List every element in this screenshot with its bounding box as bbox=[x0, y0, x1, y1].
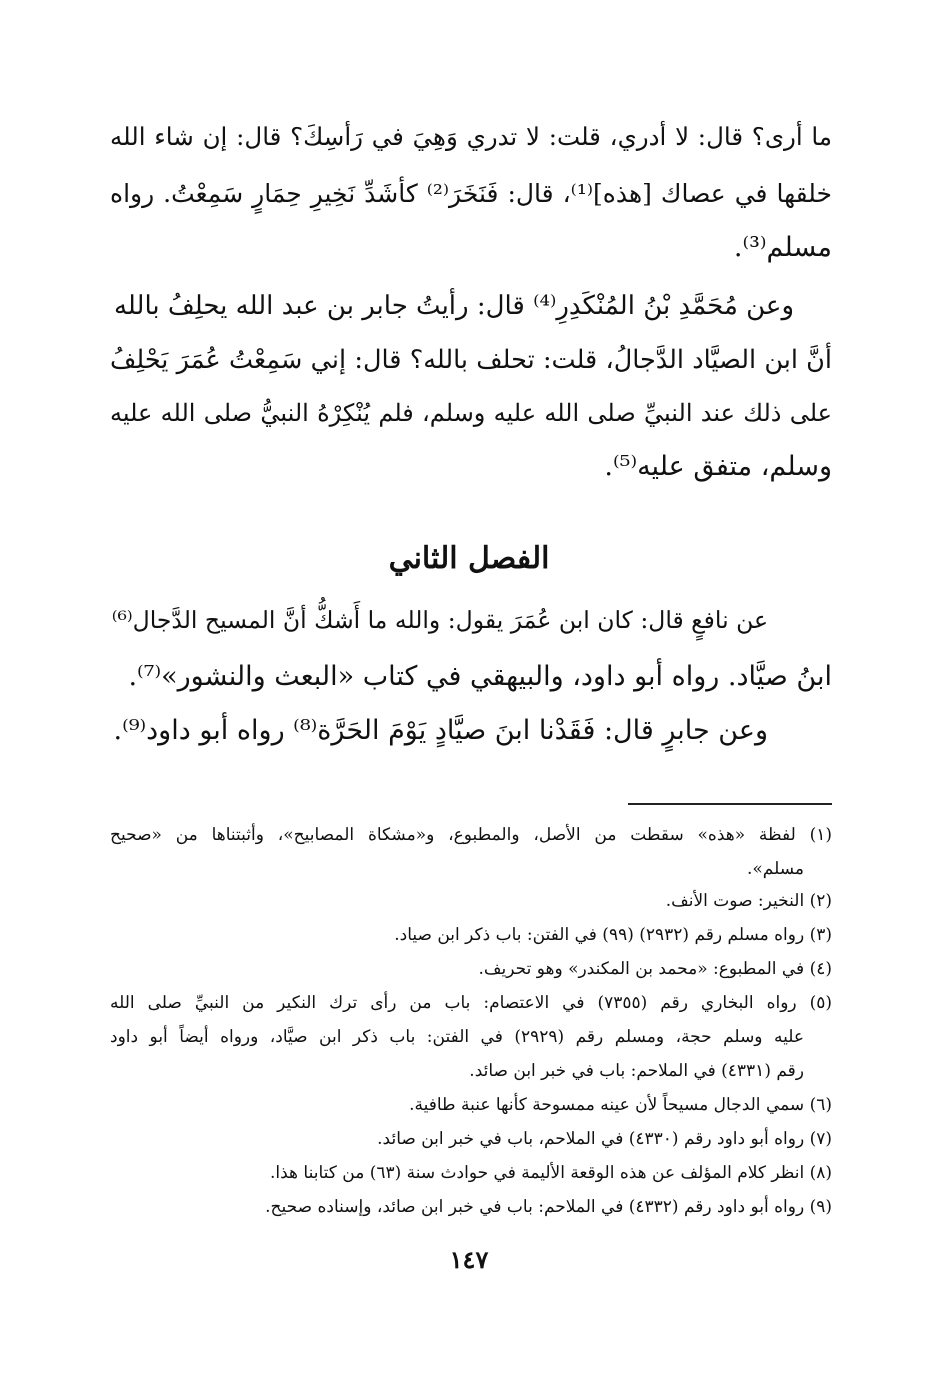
footnote-4: (٤) في المطبوع: «محمد بن المكندر» وهو تحريف. bbox=[478, 959, 832, 979]
footnote-6: (٦) سمي الدجال مسيحاً لأن عينه ممسوحة كأنها عنبة طافية. bbox=[409, 1095, 832, 1115]
footnote-9: (٩) رواه أبو داود رقم (٤٣٣٢) في الملاحم: باب في خبر ابن صائد، وإسناده صحيح. bbox=[265, 1197, 832, 1217]
footnote-5-cont: رقم (٤٣٣١) في الملاحم: باب في خبر ابن صائد. bbox=[469, 1061, 804, 1081]
text-line: وعن جابرٍ قال: فَقَدْنا ابنَ صيَّادٍ يَوْمَ الحَرَّة⁽⁸⁾ رواه أبو داود⁽⁹⁾. bbox=[113, 715, 768, 746]
footnote-5: (٥) رواه البخاري رقم (٧٣٥٥) في الاعتصام: باب من رأى ترك النكير من النبيِّ صلى الله bbox=[110, 993, 833, 1013]
footnote-1: (١) لفظة «هذه» سقطت من الأصل، والمطبوع، و«مشكاة المصابيح»، وأثبتناها من «صحيح bbox=[110, 825, 832, 845]
footnote-2: (٢) النخير: صوت الأنف. bbox=[665, 891, 832, 911]
section-heading: الفصل الثاني bbox=[388, 541, 550, 576]
text-line: خلقها في عصاك [هذه]⁽¹⁾، قال: فَنَخَرَ⁽²⁾ كأشَدِّ نَخِيرِ حِمَارٍ سَمِعْتُ. رواه bbox=[110, 179, 832, 208]
text-line: مسلم⁽³⁾. bbox=[733, 232, 832, 263]
page-number: ١٤٧ bbox=[449, 1245, 489, 1274]
text-line: ابنُ صيَّاد. رواه أبو داود، والبيهقي في كتاب «البعث والنشور»⁽⁷⁾. bbox=[128, 661, 832, 692]
footnote-7: (٧) رواه أبو داود رقم (٤٣٣٠) في الملاحم، باب في خبر ابن صائد. bbox=[377, 1129, 832, 1149]
text-line: ما أرى؟ قال: لا أدري، قلت: لا تدري وَهِيَ في رَأسِكَ؟ قال: إن شاء الله bbox=[110, 122, 832, 151]
text-line: وعن مُحَمَّدِ بْنُ المُنْكَدِرِ⁽⁴⁾ قال: رأيتُ جابر بن عبد الله يحلِفُ بالله bbox=[113, 291, 794, 321]
text-line: أنَّ ابن الصيَّاد الدَّجالُ، قلت: تحلف بالله؟ قال: إني سَمِعْتُ عُمَرَ يَحْلِفُ bbox=[110, 345, 832, 375]
text-line: على ذلك عند النبيِّ صلى الله عليه وسلم، فلم يُنْكِرْهُ النبيُّ صلى الله عليه bbox=[110, 399, 832, 427]
footnote-8: (٨) انظر كلام المؤلف عن هذه الوقعة الأليمة في حوادث سنة (٦٣) من كتابنا هذا. bbox=[270, 1163, 832, 1183]
footnote-5-cont: عليه وسلم حجة، ومسلم رقم (٢٩٢٩) في الفتن: باب ذكر ابن صيَّاد، ورواه أيضاً أبو داود bbox=[110, 1027, 804, 1047]
footnote-separator bbox=[628, 803, 832, 805]
footnote-3: (٣) رواه مسلم رقم (٢٩٣٢) (٩٩) في الفتن: باب ذكر ابن صياد. bbox=[394, 925, 832, 945]
footnote-1-cont: مسلم». bbox=[746, 859, 804, 879]
text-line: عن نافعٍ قال: كان ابن عُمَرَ يقول: والله ما أَشكُّ أنَّ المسيح الدَّجال⁽⁶⁾ bbox=[111, 606, 768, 634]
text-line: وسلم، متفق عليه⁽⁵⁾. bbox=[604, 451, 832, 482]
